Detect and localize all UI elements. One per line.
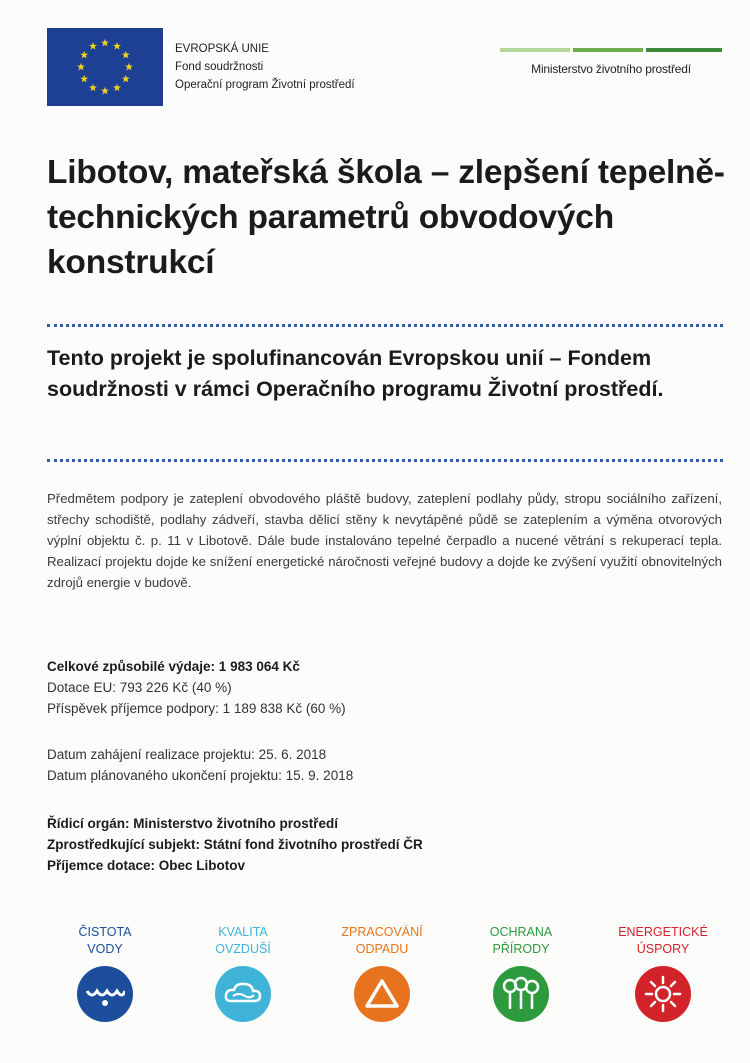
header <box>47 28 722 110</box>
eu-star-icon <box>89 84 97 92</box>
icon-label-air <box>173 924 313 960</box>
eu-line-2: Fond soudržnosti <box>175 61 264 73</box>
eu-star-icon <box>77 63 85 71</box>
eu-stars <box>47 28 163 106</box>
icon-label-nature-line2: PŘÍRODY <box>492 942 550 956</box>
nature-icon-glyph <box>501 976 541 1012</box>
project-description: Předmětem podpory je zateplení obvodového pláště budovy, zateplení podlahy půdy, stropu sociálního zařízení, střechy schodiště, podlahy zádveří, stavba dělicí stěny k nevytápěné půdě se zateplením a výměna otvorových výplní objektu č. p. 11 v Libotově. Dále bude instalováno tepelné čerpadlo a nucené větrání s rekuperací tepla. Realizací projektu dojde ke snížení energetické náročnosti veřejné budovy a dojde ke zvýšení využití obnovitelných zdrojů energie v budově. <box>47 491 722 590</box>
eu-star-icon <box>125 63 133 71</box>
icon-label-waste-line2: ODPADU <box>355 942 409 956</box>
icon-label-energy-line1: ENERGETICKÉ <box>618 925 708 939</box>
eu-star-icon <box>113 84 121 92</box>
icon-column-nature <box>451 924 591 1022</box>
ministry-logo <box>500 48 722 76</box>
icon-column-air <box>173 924 313 1022</box>
ministry-name: Ministerstvo životního prostředí <box>531 62 691 76</box>
start-date: Datum zahájení realizace projektu: 25. 6. 2018 <box>47 747 327 762</box>
icon-label-air-line1: KVALITA <box>218 925 268 939</box>
icon-label-water-line2: VODY <box>87 942 123 956</box>
waste-icon <box>354 966 410 1022</box>
icon-label-energy <box>593 924 733 960</box>
icon-label-nature-line1: OCHRANA <box>489 925 553 939</box>
icon-label-waste-line1: ZPRACOVÁNÍ <box>341 925 423 939</box>
icon-label-waste <box>312 924 452 960</box>
air-icon <box>215 966 271 1022</box>
ministry-bar-3 <box>646 48 722 52</box>
eu-flag-logo <box>47 28 163 106</box>
eu-star-icon <box>89 42 97 50</box>
icon-label-energy-line2: ÚSPORY <box>636 942 690 956</box>
icon-column-energy <box>593 924 733 1022</box>
eu-star-icon <box>80 75 88 83</box>
icon-label-nature <box>451 924 591 960</box>
ministry-bar-1 <box>500 48 570 52</box>
air-icon-glyph <box>223 979 263 1009</box>
icon-column-waste <box>312 924 452 1022</box>
eu-star-icon <box>122 51 130 59</box>
energy-icon <box>635 966 691 1022</box>
eu-star-icon <box>113 42 121 50</box>
intermediary-body: Zprostředkující subjekt: Státní fond životního prostředí ČR <box>47 837 423 852</box>
eu-star-icon <box>101 39 109 47</box>
dates-block <box>47 744 353 786</box>
dotted-divider-1 <box>47 324 723 327</box>
water-icon <box>77 966 133 1022</box>
end-date: Datum plánovaného ukončení projektu: 15. 9. 2018 <box>47 768 354 783</box>
managing-body: Řídicí orgán: Ministerstvo životního prostředí <box>47 816 339 831</box>
priority-icons <box>47 924 727 1054</box>
dotted-divider-2 <box>47 459 723 462</box>
nature-icon <box>493 966 549 1022</box>
project-title: Libotov, mateřská škola – zlepšení tepelně-technických parametrů obvodových konstrukcí <box>47 154 725 281</box>
costs-block <box>47 656 346 719</box>
project-subtitle: Tento projekt je spolufinancován Evropskou unií – Fondem soudržnosti v rámci Operačního programu Životní prostředí. <box>47 346 664 401</box>
eu-line-1: EVROPSKÁ UNIE <box>175 43 269 55</box>
recipient-body: Příjemce dotace: Obec Libotov <box>47 858 246 873</box>
icon-column-water <box>35 924 175 1022</box>
recipient-contribution: Příspěvek příjemce podpory: 1 189 838 Kč (60 %) <box>47 701 346 716</box>
icon-label-water <box>35 924 175 960</box>
eu-text <box>175 40 355 94</box>
eu-star-icon <box>101 87 109 95</box>
eu-subsidy: Dotace EU: 793 226 Kč (40 %) <box>47 680 232 695</box>
icon-label-water-line1: ČISTOTA <box>78 925 132 939</box>
waste-icon-glyph <box>364 978 400 1010</box>
ministry-bars <box>500 48 722 52</box>
eu-star-icon <box>80 51 88 59</box>
ministry-bar-2 <box>573 48 643 52</box>
eu-star-icon <box>122 75 130 83</box>
water-icon-glyph <box>85 979 125 1009</box>
total-costs: Celkové způsobilé výdaje: 1 983 064 Kč <box>47 659 300 674</box>
eu-line-3: Operační program Životní prostředí <box>175 79 355 91</box>
bodies-block <box>47 813 423 876</box>
icon-label-air-line2: OVZDUŠÍ <box>215 942 271 956</box>
energy-icon-glyph <box>643 974 683 1014</box>
